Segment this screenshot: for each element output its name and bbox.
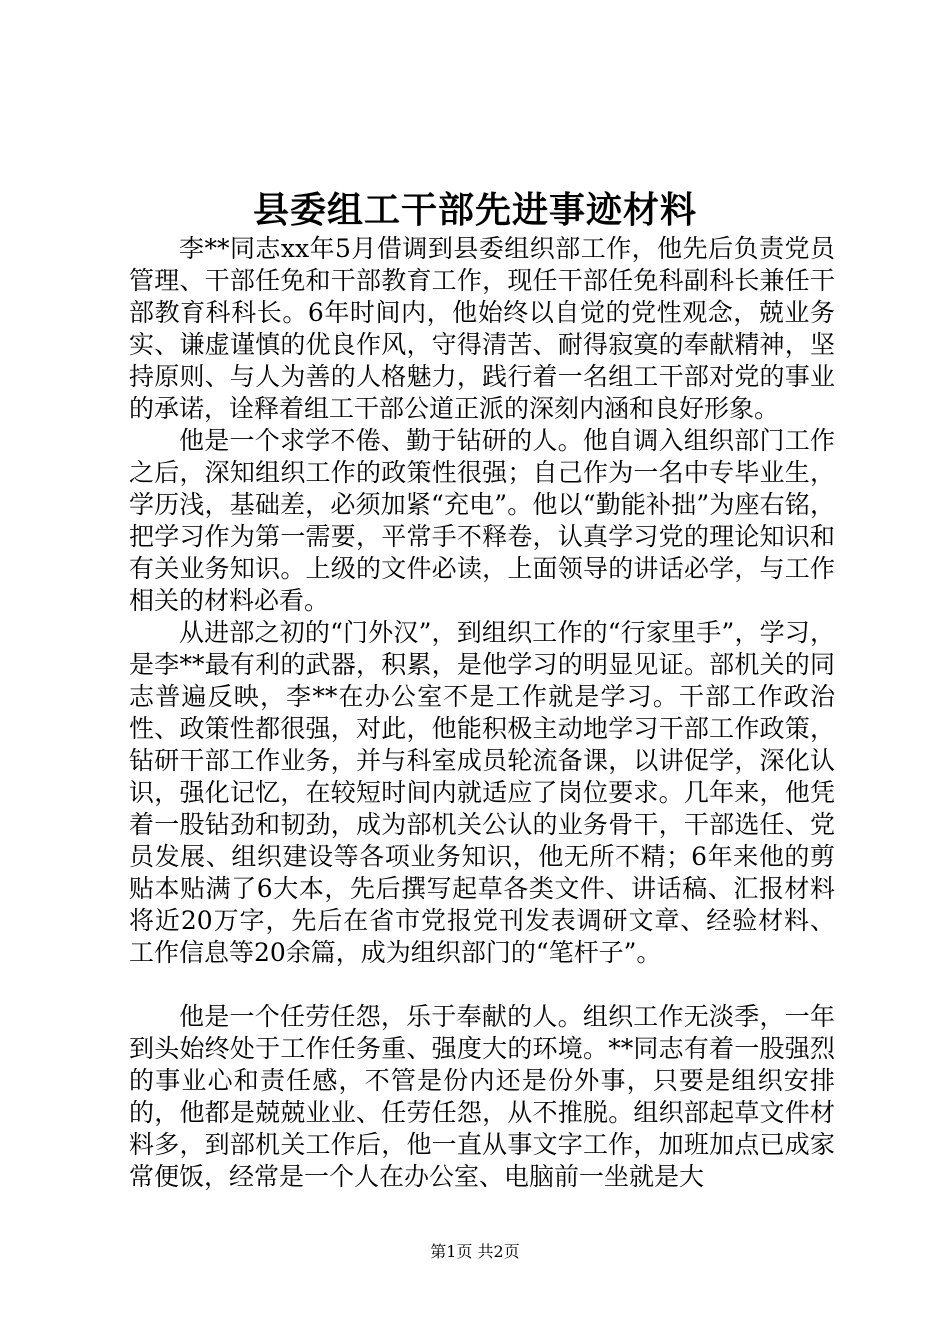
paragraph-dedication: 他是一个任劳任怨，乐于奉献的人。组织工作无淡季，一年到头始终处于工作任务重、强度大的环境。**同志有着一股强烈的事业心和责任感，不管是份内还是份外事，只要是组织安排的，他都是兢兢业业、任劳任怨，从不推脱。组织部起草文件材料多，到部机关工作后，他一直从事文字工作，加班加点已成家常便饭，经常是一个人在办公室、电脑前一坐就是大 [129,1002,835,1191]
paragraph-intro: 李**同志xx年5月借调到县委组织部工作，他先后负责党员管理、干部任免和干部教育工作，现任干部任免科副科长兼任干部教育科科长。6年时间内，他始终以自觉的党性观念，兢业务实、谦虚谨慎的优良作风，守得清苦、耐得寂寞的奉献精神，坚持原则、与人为善的人格魅力，践行着一名组工干部对党的事业的承诺，诠释着组工干部公道正派的深刻内涵和良好形象。 [129,234,835,423]
paragraph-expert: 从进部之初的“门外汉”，到组织工作的“行家里手”，学习，是李**最有利的武器，积累，是他学习的明显见证。部机关的同志普遍反映，李**在办公室不是工作就是学习。干部工作政治性、政策性都很强，对此，他能积极主动地学习干部工作政策，钻研干部工作业务，并与科室成员轮流备课，以讲促学，深化认识，强化记忆，在较短时间内就适应了岗位要求。几年来，他凭着一股钻劲和韧劲，成为部机关公认的业务骨干，干部选任、党员发展、组织建设等各项业务知识，他无所不精；6年来他的剪贴本贴满了6大本，先后撰写起草各类文件、讲话稿、汇报材料将近20万字，先后在省市党报党刊发表调研文章、经验材料、工作信息等20余篇，成为组织部门的“笔杆子”。 [129,618,835,967]
document-title: 县委组工干部先进事迹材料 [252,189,697,231]
page-footer: 第1页 共2页 [430,1242,520,1261]
paragraph-study: 他是一个求学不倦、勤于钻研的人。他自调入组织部门工作之后，深知组织工作的政策性很强；自己作为一名中专毕业生，学历浅，基础差，必须加紧“充电”。他以“勤能补拙”为座右铭，把学习作为第一需要，平常手不释卷，认真学习党的理论知识和有关业务知识。上级的文件必读，上面领导的讲话必学，与工作相关的材料必看。 [129,426,835,615]
document-body [129,233,835,1193]
